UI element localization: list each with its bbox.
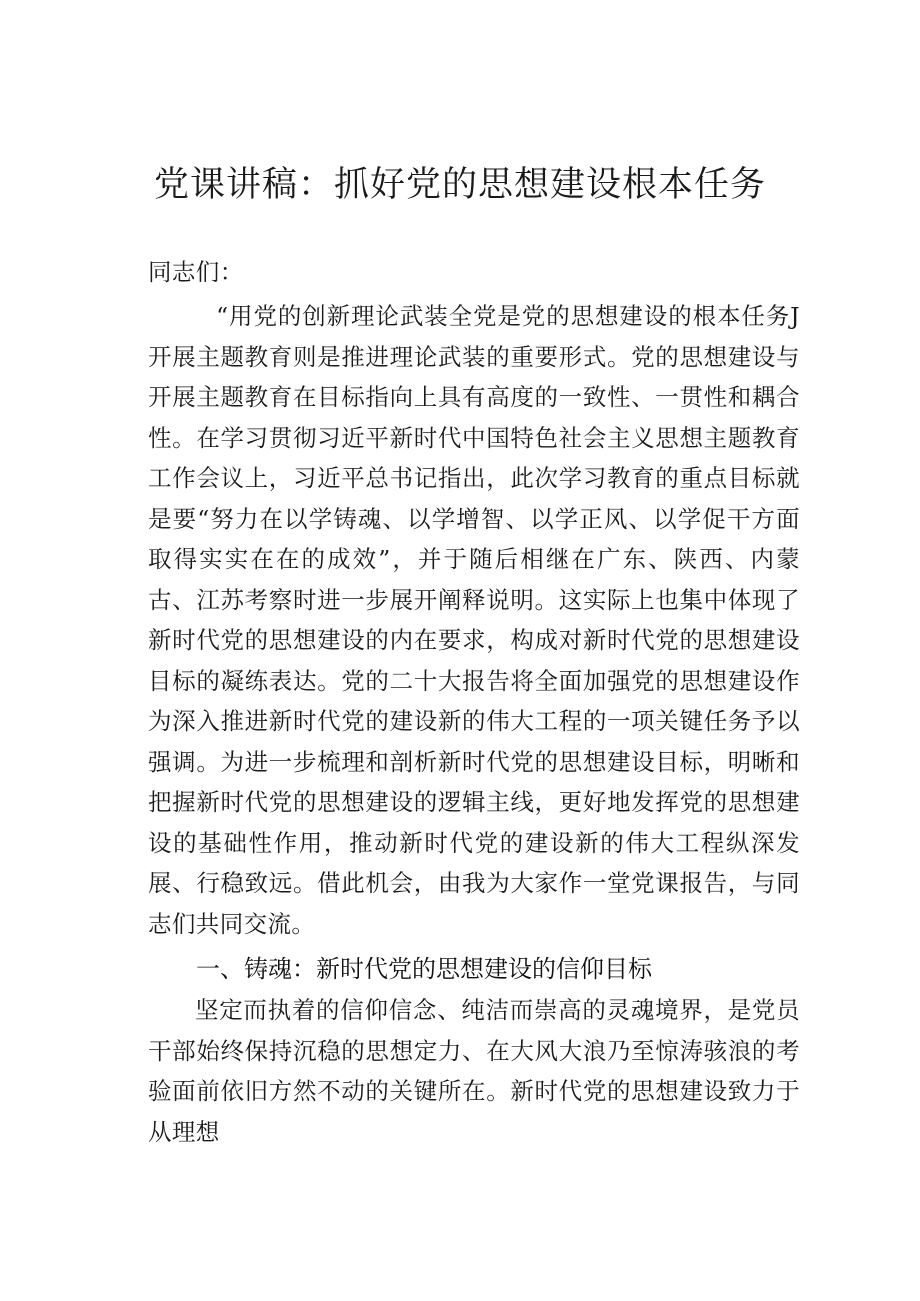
- section-paragraph: 坚定而执着的信仰信念、纯洁而崇高的灵魂境界，是党员干部始终保持沉稳的思想定力、在大风大浪乃至惊涛骇浪的考验面前依旧方然不动的关键所在。新时代党的思想建设致力于从理想: [148, 996, 800, 1146]
- document-title: 党课讲稿：抓好党的思想建设根本任务: [153, 165, 766, 205]
- salutation: 同志们：: [148, 258, 244, 286]
- body-paragraph: “用党的创新理论武装全党是党的思想建设的根本任务J开展主题教育则是推进理论武装的重要形式。党的思想建设与开展主题教育在目标指向上具有高度的一致性、一贯性和耦合性。在学习贯彻习近平新时代中国特色社会主义思想主题教育工作会议上，习近平总书记指出，此次学习教育的重点目标就是要“努力在以学铸魂、以学增智、以学正风、以学促干方面取得实实在在的成效”，并于随后相继在广东、陕西、内蒙古、江苏考察时进一步展开阐释说明。这实际上也集中体现了新时代党的思想建设的内在要求，构成对新时代党的思想建设目标的凝练表达。党的二十大报告将全面加强党的思想建设作为深入推进新时代党的建设新的伟大工程的一项关键任务予以强调。为进一步梳理和剖析新时代党的思想建设目标，明晰和把握新时代党的思想建设的逻辑主线，更好地发挥党的思想建设的基础性作用，推动新时代党的建设新的伟大工程纵深发展、行稳致远。借此机会，由我为大家作一堂党课报告，与同志们共同交流。: [148, 302, 800, 938]
- section-heading: 一、铸魂：新时代党的思想建设的信仰目标: [196, 955, 652, 983]
